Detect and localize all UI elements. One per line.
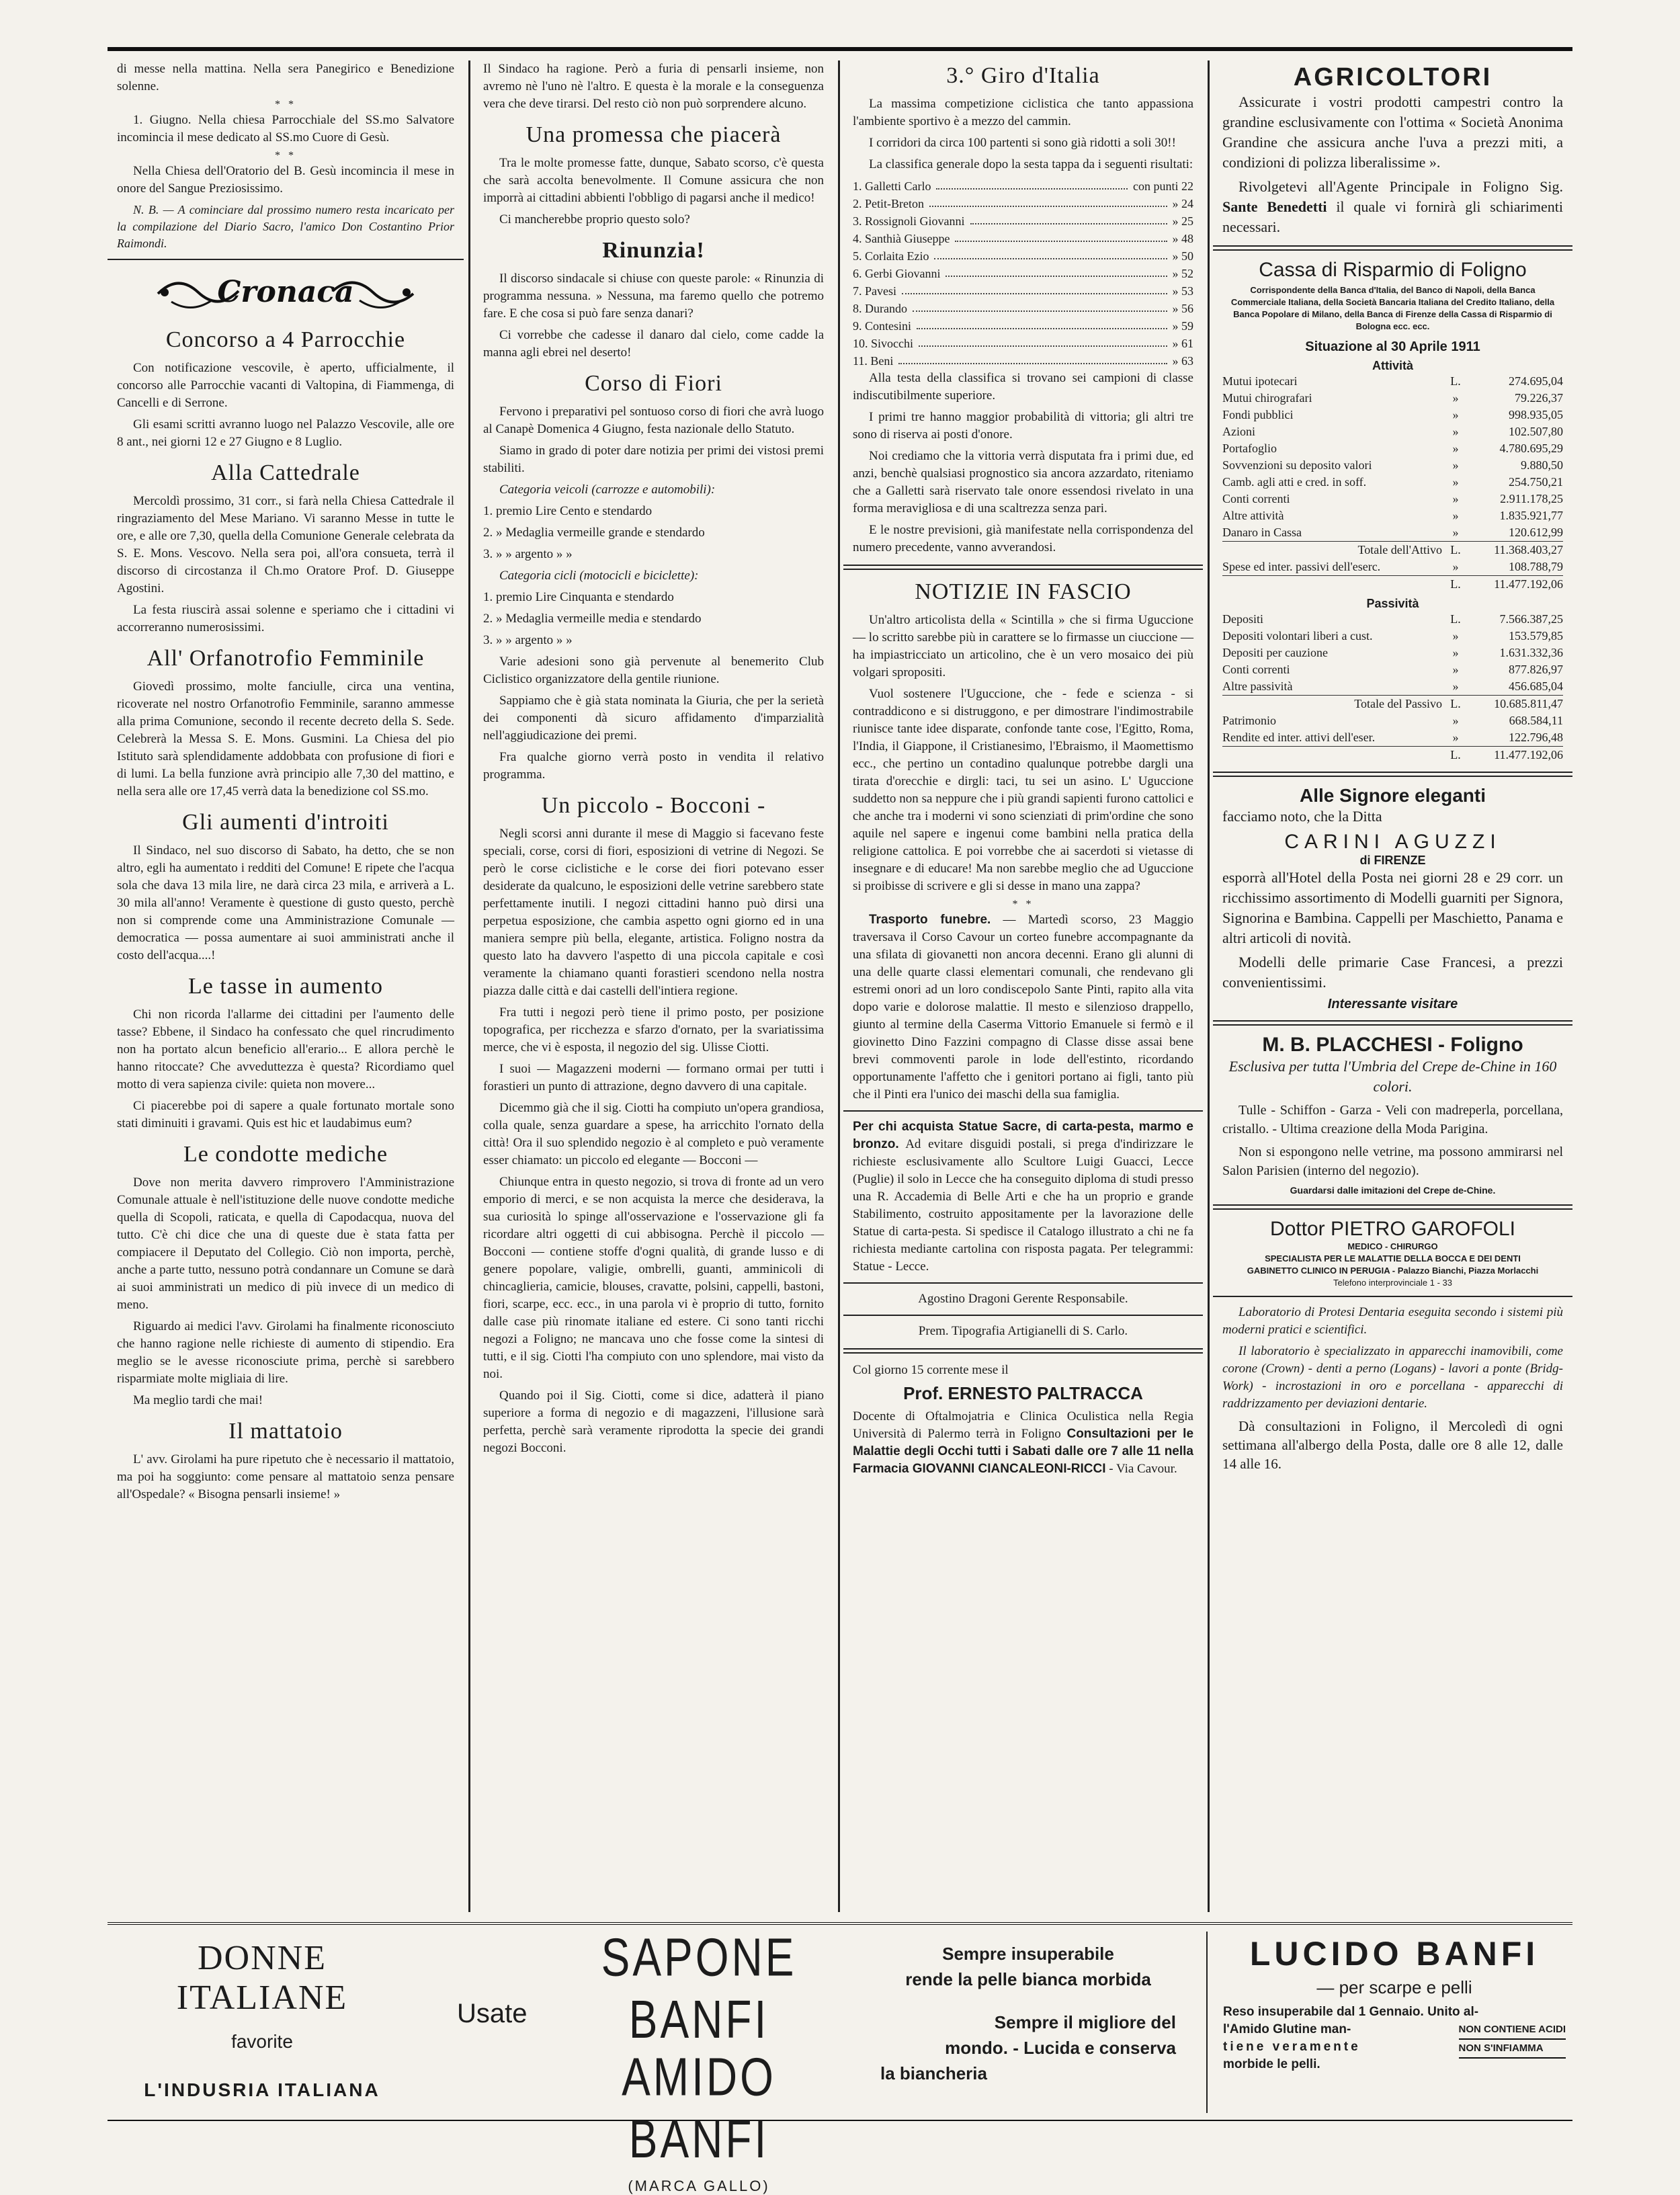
trasporto-text: Trasporto funebre. — Martedì scorso, 23 Maggio traversava il Corso Cavour un corteo funebre accompagnante da una sfilata di giovanetti non ancora decenni. Erano gli alunni di una delle quarte classi elementari comunali, che rendevano gli estremi onori ad un loro condiscepolo Sante Pinti, rapito alla vita dopo varie e dolorose malattie. Il mesto e silenzioso drappello, giunto al termine della Caserma Vittorio Emanuele si fermò e il giovinetto Dino Fazzini compagno di Classe disse assai bene brevi commoventi parole in lode dell'estinto, ricordando opportunamente l'affetto che i genitori portano ai figli, tanto più che il Pinti era l'unico dei maschi della sua famiglia. bbox=[853, 913, 1193, 1102]
fiori-text: Sappiamo che è già stata nominata la Giuria, che per la serietà dei componenti dà sicuro affidamento d'imparzialità nell'aggiudicazione dei premi. bbox=[483, 694, 824, 743]
fin-total-row: Totale del Passivo L. 10.685.811,47 bbox=[1222, 695, 1563, 712]
giro-text: E le nostre previsioni, già manifestate nella corrispondenza del numero precedente, vanno avverandosi. bbox=[853, 523, 1193, 554]
dottor-title: Dottor PIETRO GAROFOLI bbox=[1269, 1218, 1516, 1240]
classifica-row: 1. Galletti Carlo con punti 22 bbox=[853, 177, 1193, 195]
ditta-name: CARINI AGUZZI bbox=[1284, 831, 1501, 853]
divider bbox=[843, 1348, 1203, 1354]
prof-intro: Col giorno 15 corrente mese il bbox=[853, 1363, 1009, 1377]
cattedrale-text: Mercoldì prossimo, 31 corr., si farà nella Chiesa Cattedrale il ringraziamento del Mese Mariano. Vi saranno Messe in tutte le ore, e alle ore 7,30, quella della Comunione Generale celebrata da S. E. Mons. Vescovo. Nella sera poi, all'ora consueta, terrà il discorso di circostanza il Ch.mo Oratore Prof. D. Giuseppe Agostini. bbox=[117, 494, 454, 595]
divider bbox=[843, 565, 1203, 570]
column-4 bbox=[1213, 60, 1572, 1912]
dottor-subtitle: SPECIALISTA PER LE MALATTIE DELLA BOCCA E DEI DENTI bbox=[1265, 1253, 1521, 1264]
dottor-text: Il laboratorio è specializzato in apparecchi inamovibili, come corone (Crown) - denti a perno (Logans) - lavori a ponte (Bridg-Work) - incrostazioni in oro e porcellana - apparecchi di raddrizzamento per deviazioni dentarie. bbox=[1222, 1344, 1563, 1411]
lucido-claims: NON CONTIENE ACIDI NON S'INFIAMMA bbox=[1459, 2021, 1566, 2073]
bocconi-text: Negli scorsi anni durante il mese di Maggio si facevano feste speciali, corse, corsi di fiori, esposizioni di vetrine di Negozi. Se però le corse ciclistiche e le corse dei fiori potevano esser desiderate da qualcuno, le esposizioni delle vetrine sarebbero state perfettamente inutili. I negozi cittadini hanno può dirsi una perpetua esposizione, che cambia aspetto ogni giorno ed in una maniera sempre più bella, elegante, artistica. Foligno nostra da questo lato ha davvero l'aspetto di una piccola capitale e così veramente la chiamano quanti forastieri scendono nella nostra piazza dalle città e dai castelli dell'intiera regione. bbox=[483, 827, 824, 998]
fin-row: Depositi per cauzione » 1.631.332,36 bbox=[1222, 646, 1563, 659]
favorite-text: favorite bbox=[231, 2031, 293, 2052]
classifica-table bbox=[853, 177, 1193, 370]
fin-row: Fondi pubblici » 998.935,05 bbox=[1222, 408, 1563, 421]
newspaper-page bbox=[108, 47, 1572, 2194]
tasse-title: Le tasse in aumento bbox=[188, 974, 383, 999]
passivita-title: Passività bbox=[1366, 597, 1419, 610]
claim-line: mondo. - Lucida e conserva bbox=[945, 2038, 1176, 2058]
condotte-text: Dove non merita davvero rimprovero l'Amministrazione Comunale attuale è nell'istituzione delle nuove condotte mediche quella di Scopoli, raticata, e quella di Capodacqua, nuova del tutto. C'è chi dice che una di queste due è stata fatta per compiacere il Deputato del Collegio. Ciò non importa, perchè, anche a parte tutto, nessuno potrà condannare un Comune se darà ai suoi amministrati un medico di più invece di un medico di meno. bbox=[117, 1175, 454, 1312]
fin-total-row: Totale dell'Attivo L. 11.368.403,27 bbox=[1222, 541, 1563, 558]
giro-text: La classifica generale dopo la sesta tappa da i seguenti risultati: bbox=[869, 157, 1193, 171]
column-3 bbox=[843, 60, 1203, 1912]
dottor-text: Laboratorio di Protesi Dentaria eseguita secondo i sistemi più moderni pratici e scientifici. bbox=[1222, 1305, 1563, 1337]
sapone-title: SAPONE BANFI bbox=[601, 1926, 797, 2050]
cassa-title: Cassa di Risparmio di Foligno bbox=[1259, 259, 1527, 281]
orfanotrofio-title: All' Orfanotrofio Femminile bbox=[146, 646, 425, 671]
rinunzia-text: Il discorso sindacale si chiuse con queste parole: « Rinunzia di programma nessuna. » Nessuna, ma faremo quello che potremo fare. E che cosa si può fare senza danari? bbox=[483, 272, 824, 321]
donne-title: DONNE ITALIANE bbox=[176, 1939, 348, 2017]
concorso-text: Con notificazione vescovile, è aperto, ufficialmente, il concorso alle Parrocchie vacanti di Valtopina, di Fiammenga, di Cancelli e di Serrone. bbox=[117, 361, 454, 410]
classifica-row: 6. Gerbi Giovanni » 52 bbox=[853, 265, 1193, 282]
divider bbox=[843, 1315, 1203, 1316]
ditta-city: di FIRENZE bbox=[1359, 854, 1426, 867]
separator-stars: * * bbox=[275, 150, 296, 161]
lucido-banfi-ad bbox=[1223, 1932, 1566, 2113]
giro-text: I primi tre hanno maggior probabilità di vittoria; gli altri tre sono di riserva ai posti d'onore. bbox=[853, 410, 1193, 442]
nota-bene: N. B. — A cominciare dal prossimo numero resta incaricato per la compilazione del Diario Sacro, l'amico Don Costantino Prior Raimondi. bbox=[117, 203, 454, 250]
placchesi-text: Esclusiva per tutta l'Umbria del Crepe de-Chine in 160 colori. bbox=[1228, 1058, 1557, 1095]
placchesi-warning: Guardarsi dalle imitazioni del Crepe de-Chine. bbox=[1290, 1185, 1496, 1196]
orfanotrofio-text: Giovedì prossimo, molte fanciulle, circa una ventina, ricoverate nel nostro Orfanotrofio Femminile, saranno ammesse alla prima Comunione, secondo il recente decreto della S. Sede. Celebrerà la Messa S. E. Mons. Gusmini. La Chiesa del pio Istituto sarà splendidamente addobbata con profusione di fiori e di lumi. La bella funzione avrà principio alle 7,30 del mattino, e nella sera alle ore 17,45 verrà data la benedizione col SS.mo. bbox=[117, 679, 454, 798]
rinunzia-text: Ci vorrebbe che cadesse il danaro dal cielo, come cadde la manna agli ebrei nel deserto! bbox=[483, 328, 824, 360]
industria-text: L'INDUSRIA ITALIANA bbox=[144, 2079, 380, 2100]
fin-row: Rendite ed inter. attivi dell'eser. » 122.796,48 bbox=[1222, 731, 1563, 744]
divider bbox=[843, 1282, 1203, 1284]
claim-line: la biancheria bbox=[880, 2063, 987, 2083]
tasse-text: Ci piacerebbe poi di sapere a quale fortunato mortale sono stati diminuiti i gravami. Quis est hic et laudabimus eum? bbox=[117, 1099, 454, 1130]
giro-text: Alla testa della classifica si trovano sei campioni di classe indiscutibilmente superiore. bbox=[853, 371, 1193, 403]
bocconi-text: Chiunque entra in questo negozio, si trova di fronte ad un vero emporio di merci, e se non acquista la merce che desiderava, la sua curiosità lo spinge all'osservazione e l'osservazione gli fa ricordare altri oggetti di cui abbisogna. Perchè il piccolo — Bocconi — contiene stoffe d'ogni qualità, di grande lusso e di genere popolare, valigie, ombrelli, guanti, amminicoli di chincaglieria, camicie, blouses, cravatte, polsini, cappelli, bastoni, fiori, scarpe, ecc. ecc., in una parola vi è proprio di tutto, fornito dalle case più rinomate italiane ed estere. Ci sono tanti ricchi negozi a Foligno; ne mancava uno che fosse come la sintesi di tutti, e il sig. Ciotti l'ha compiuto con uno splendore, mai visto da noi. bbox=[483, 1175, 824, 1381]
fin-row: Altre attività » 1.835.921,77 bbox=[1222, 509, 1563, 522]
premio-item: 3. » » argento » » bbox=[483, 633, 573, 647]
cassa-subtitle: Corrispondente della Banca d'Italia, del Banco di Napoli, della Banca Commerciale Italiana, della Società Bancaria Italiana del Credito Italiano, della Banca Popolare di Milano, della Banca di Firenze della Cassa di Risparmio di Bologna ecc. ecc. bbox=[1230, 285, 1555, 331]
gerente-line: Agostino Dragoni Gerente Responsabile. bbox=[918, 1292, 1128, 1306]
tasse-text: Chi non ricorda l'allarme dei cittadini per l'aumento delle tasse? Ebbene, il Sindaco ha confessato che quel rincrudimento non ha portato alcun beneficio all'erario... E allora perchè le hanno ritoccate? Che avveduttezza è questa? Ricordiamo quel motto di vera sapienza civile: quieta non movere... bbox=[117, 1007, 454, 1091]
giro-text: La massima competizione ciclistica che tanto appassiona l'ambiente sportivo è a mezzo del cammin. bbox=[853, 97, 1193, 128]
diario-item: Nella Chiesa dell'Oratorio del B. Gesù incomincia il mese in onore del Sangue Preziosissimo. bbox=[117, 164, 454, 196]
placchesi-text: Tulle - Schiffon - Garza - Veli con madreperla, porcellana, cristallo. - Ultima creazione della Moda Parigina. bbox=[1222, 1103, 1563, 1136]
bocconi-text: Quando poi il Sig. Ciotti, come si dice, adatterà il piano superiore a forma di negozio e di magazzeni, l'illusione sarà perfetta, perchè sarà veramente riprodotta la specie dei grandi negozi Bocconi. bbox=[483, 1389, 824, 1455]
fin-row: Conti correnti » 2.911.178,25 bbox=[1222, 492, 1563, 505]
banfi-brand-ad bbox=[548, 1926, 850, 2194]
column-2 bbox=[474, 60, 833, 1912]
aumenti-title: Gli aumenti d'introiti bbox=[182, 810, 389, 835]
premio-item: 2. » Medaglia vermeille media e stendardo bbox=[483, 612, 702, 626]
notizie-text: Vuol sostenere l'Uguccione, che - fede e scienza - si contraddicono e si distruggono, e per dimostrare l'indimostrabile riunisce tante idee disparate, confonde tante cose, l'Egitto, Roma, l'India, il Giappone, il Cristianesimo, l'Ebraismo, il Maomettismo ecc., che pertino un contadino qualunque potrebbe dargli una tirata d'orecchie e dirgli: taci, tu sei un asino. L' Uguccione suddetto non sa neppure che i più grandi sapienti furono cattolici e che anche tra i moderni vi sono scienziati di prim'ordine che sono aquile nel sapere e ingenui come bambini nella pratica della religione cattolica. E poi vorrebbe che ai sacerdoti si vietasse di insegnare e di educare! Ma non sarebbe meglio che ad Uguccione si proibisse di scrivere e gli si desse in mano una zappa? bbox=[853, 687, 1193, 893]
signore-visitare: Interessante visitare bbox=[1327, 997, 1458, 1011]
rinunzia-title: Rinunzia! bbox=[602, 238, 705, 263]
fin-row: Mutui ipotecari L. 274.695,04 bbox=[1222, 374, 1563, 388]
fin-row: Depositi volontari liberi a cust. » 153.579,85 bbox=[1222, 629, 1563, 643]
divider bbox=[1213, 1296, 1572, 1297]
lucido-sub: — per scarpe e pelli bbox=[1316, 1977, 1472, 1997]
signore-text: facciamo noto, che la Ditta bbox=[1222, 808, 1382, 825]
fin-row: Patrimonio » 668.584,11 bbox=[1222, 714, 1563, 727]
dottor-text: Dà consultazioni in Foligno, il Mercoledì di ogni settimana all'albergo della Posta, dalle ore 8 alle 12, dalle 14 alle 16. bbox=[1222, 1418, 1563, 1472]
column-rule bbox=[838, 60, 840, 1912]
classifica-row: 11. Beni » 63 bbox=[853, 352, 1193, 370]
marca-text: (MARCA GALLO) bbox=[628, 2178, 770, 2194]
donne-italiane-ad bbox=[114, 1932, 410, 2113]
fiori-text: Fra qualche giorno verrà posto in vendita il relativo programma. bbox=[483, 750, 824, 782]
fiori-text: Varie adesioni sono già pervenute al benemerito Club Ciclistico organizzatore della gentile riunione. bbox=[483, 655, 824, 686]
giro-title: 3.° Giro d'Italia bbox=[946, 63, 1100, 88]
condotte-text: Riguardo ai medici l'avv. Girolami ha finalmente riconosciuto che hanno ragione nelle richieste di aumento di stipendio. Era meglio se le avesse riconosciute prima, perchè si sarebbero risparmiate molte migliaia di lire. bbox=[117, 1319, 454, 1386]
column-rule bbox=[1208, 60, 1210, 1912]
signore-text: esporrà all'Hotel della Posta nei giorni 28 e 29 corr. un ricchissimo assortimento di Modelli guarniti per Signora, Signorina e Bambina. Cappelli per Maschietto, Panama e altri articoli di novità. bbox=[1222, 869, 1563, 946]
bocconi-text: Fra tutti i negozi però tiene il primo posto, per posizione topografica, per ricchezza e sfarzo d'ornato, per la svariatissima merce, che vi è esposta, il negozio del sig. Ulisse Ciotti. bbox=[483, 1005, 824, 1054]
mattatoio-title: Il mattatoio bbox=[228, 1419, 343, 1444]
classifica-row: 7. Pavesi » 53 bbox=[853, 282, 1193, 300]
premio-item: 1. premio Lire Cento e stendardo bbox=[483, 504, 653, 518]
classifica-row: 4. Santhià Giuseppe » 48 bbox=[853, 230, 1193, 247]
bocconi-title: Un piccolo - Bocconi - bbox=[541, 793, 766, 818]
cattedrale-title: Alla Cattedrale bbox=[211, 460, 360, 485]
usate-text: Usate bbox=[457, 1999, 528, 2028]
prof-text: Docente di Oftalmojatria e Clinica Oculistica nella Regia Università di Palermo terrà in Foligno Consultazioni per le Malattie degli Occhi tutti i Sabati dalle ore 7 alle 11 nella Farmacia GIOVANNI CIANCALEONI-RICCI - Via Cavour. bbox=[853, 1409, 1194, 1476]
placchesi-text: Non si espongono nelle vetrine, ma possono ammirarsi nel Salon Parisien (interno del negozio). bbox=[1222, 1145, 1563, 1178]
divider bbox=[1213, 772, 1572, 777]
lucido-text: Reso insuperabile dal 1 Gennaio. Unito al- bbox=[1223, 2005, 1479, 2019]
fin-row: Danaro in Cassa » 120.612,99 bbox=[1222, 526, 1563, 539]
fin-row: Mutui chirografari » 79.226,37 bbox=[1222, 391, 1563, 405]
divider bbox=[1213, 1020, 1572, 1026]
agricoltori-text: Rivolgetevi all'Agente Principale in Foligno Sig. Sante Benedetti il quale vi fornirà gli schiarimenti necessari. bbox=[1222, 178, 1563, 235]
signore-text: Modelli delle primarie Case Francesi, a prezzi convenientissimi. bbox=[1222, 954, 1563, 991]
notizie-text: Un'altro articolista della « Scintilla » che si firma Uguccione — lo scritto sarebbe più in carattere se lo firmasse un ciuccione — ha impiastricciato un articolino, che è un vero mosaico dei più volgari spropositi. bbox=[853, 613, 1193, 679]
attivita-title: Attività bbox=[1372, 359, 1413, 372]
classifica-row: 3. Rossignoli Giovanni » 25 bbox=[853, 212, 1193, 230]
fin-row: Depositi L. 7.566.387,25 bbox=[1222, 612, 1563, 626]
cronaca-logo-text: Cronaca bbox=[217, 275, 354, 309]
fin-row: Conti correnti » 877.826,97 bbox=[1222, 663, 1563, 676]
tipografia-line: Prem. Tipografia Artigianelli di S. Carlo. bbox=[918, 1324, 1128, 1338]
claim-line: Sempre insuperabile bbox=[942, 1944, 1114, 1964]
premio-item: 1. premio Lire Cinquanta e stendardo bbox=[483, 590, 674, 604]
fin-row: Spese ed inter. passivi dell'eserc. » 108.788,79 bbox=[1222, 560, 1563, 573]
fiori-text: Siamo in grado di poter dare notizia per primi dei vistosi premi stabiliti. bbox=[483, 444, 824, 475]
divider bbox=[843, 1110, 1203, 1112]
claim-line: rende la pelle bianca morbida bbox=[905, 1969, 1151, 1989]
attivita-table bbox=[1222, 373, 1563, 593]
column-rule bbox=[468, 60, 470, 1912]
mattatoio-text: L' avv. Girolami ha pure ripetuto che è necessario il mattatoio, ma poi ha soggiunto: come pensare al mattatoio senza pensare all'Ospedale? « Bisogna pensarli insieme! » bbox=[117, 1452, 454, 1501]
fin-total-row: L. 11.477.192,06 bbox=[1222, 575, 1563, 593]
aumenti-text: Il Sindaco, nel suo discorso di Sabato, ha detto, che se non altro, egli ha aumentato i redditi del Comune! E ripete che l'acqua sola che dava 13 mila lire, ne darà circa 23 mila, e arriverà a L. 30 mila all'anno! Veramente è questione di gusto questo, perchè non si comprende come una Amministrazione Comunale — democratica — possa aumentare ai suoi amministrati anche il costo dell'acqua....! bbox=[117, 843, 454, 962]
categoria-veicoli: Categoria veicoli (carrozze e automobili): bbox=[499, 483, 716, 497]
divider bbox=[1213, 1204, 1572, 1210]
dottor-subtitle: MEDICO - CHIRURGO bbox=[1347, 1241, 1438, 1251]
premio-item: 2. » Medaglia vermeille grande e stendardo bbox=[483, 526, 705, 540]
classifica-row: 8. Durando » 56 bbox=[853, 300, 1193, 317]
concorso-text: Gli esami scritti avranno luogo nel Palazzo Vescovile, alle ore 8 ant., nei giorni 12 e 27 Giugno e 8 Luglio. bbox=[117, 417, 454, 449]
fiori-text: Fervono i preparativi pel sontuoso corso di fiori che avrà luogo al Canapè Domenica 4 Giugno, festa nazionale dello Statuto. bbox=[483, 405, 824, 436]
column-1 bbox=[108, 60, 464, 1912]
divider bbox=[108, 259, 464, 260]
premio-item: 3. » » argento » » bbox=[483, 547, 573, 561]
agricoltori-title: AGRICOLTORI bbox=[1293, 63, 1493, 91]
concorso-title: Concorso a 4 Parrocchie bbox=[165, 327, 406, 352]
bocconi-text: I suoi — Magazzeni moderni — formano ormai per tutti i forastieri un punto di attrazione, degno davvero di una capitale. bbox=[483, 1062, 824, 1093]
giro-text: Noi crediamo che la vittoria verrà disputata fra i primi due, ed anzi, benchè qualsiasi prognostico sia ancora azzardato, riteniamo che a Galletti sarà riservato tale onore essendosi rivelato in una forma meravigliosa e di una scaltrezza senza pari. bbox=[853, 449, 1193, 515]
agricoltori-text: Assicurate i vostri prodotti campestri contro la grandine esclusivamente con l'ottima « Società Anonima Grandine che assicura anche l'uva a prezzi miti, a condizioni di polizza liberalissime ». bbox=[1222, 93, 1563, 171]
placchesi-title: M. B. PLACCHESI - Foligno bbox=[1262, 1034, 1523, 1056]
fin-total-row: L. 11.477.192,06 bbox=[1222, 746, 1563, 763]
condotte-text: Ma meglio tardi che mai! bbox=[133, 1393, 263, 1407]
banfi-claims bbox=[880, 1932, 1176, 2113]
lucido-text-block: l'Amido Glutine man- tiene veramente morbide le pelli. bbox=[1223, 2022, 1361, 2071]
fiori-title: Corso di Fiori bbox=[585, 371, 722, 396]
passivita-table bbox=[1222, 611, 1563, 763]
bocconi-text: Dicemmo già che il sig. Ciotti ha compiuto un'opera grandiosa, colla quale, senza guardare a spese, ha arricchito l'ornato della città! Ora il suo splendido negozio è al completo e può veramente esser chiamato: un piccolo ed elegante — Bocconi — bbox=[483, 1101, 824, 1167]
classifica-row: 5. Corlaita Ezio » 50 bbox=[853, 247, 1193, 265]
classifica-row: 9. Contesini » 59 bbox=[853, 317, 1193, 335]
diario-item: 1. Giugno. Nella chiesa Parrocchiale del SS.mo Salvatore incomincia il mese dedicato al SS.mo Cuore di Gesù. bbox=[117, 113, 454, 144]
ad-separator bbox=[1206, 1932, 1208, 2113]
fin-row: Sovvenzioni su deposito valori » 9.880,50 bbox=[1222, 458, 1563, 472]
sindaco-text: Il Sindaco ha ragione. Però a furia di pensarli insieme, non avremo nè l'uno nè l'altro. E questa è la morale e la conseguenza vera che deve tirarsi. Del resto ciò non può sorprendere alcuno. bbox=[483, 62, 824, 111]
divider bbox=[1213, 245, 1572, 251]
condotte-title: Le condotte mediche bbox=[183, 1142, 388, 1167]
fin-row: Camb. agli atti e cred. in soff. » 254.750,21 bbox=[1222, 475, 1563, 489]
fin-row: Altre passività » 456.685,04 bbox=[1222, 679, 1563, 693]
claim-line: Sempre il migliore del bbox=[994, 2012, 1176, 2032]
promessa-title: Una promessa che piacerà bbox=[526, 122, 782, 147]
separator-stars: * * bbox=[275, 99, 296, 110]
statue-ad: Per chi acquista Statue Sacre, di carta-pesta, marmo e bronzo. Ad evitare disguidi postali, si prega d'indirizzare le richieste esclusivamente allo Scultore Luigi Guacci, Lecce (Puglie) il solo in Lecce che ha conseguito diploma di studi presso una R. Accademia di Belle Arti e che ha un proprio e grande Stabilimento, costruito appositamente per la lavorazione delle Statue di carta-pesta. Si spedisce il Catalogo illustrato a chi ne fa richiesta mediante cartolina con risposta pagata. Per telegrammi: Statue - Lecce. bbox=[853, 1120, 1193, 1274]
top-rule bbox=[108, 47, 1572, 51]
cattedrale-text: La festa riuscirà assai solenne e speriamo che i cittadini vi accorreranno numerosissimi. bbox=[117, 603, 454, 634]
notizie-title: NOTIZIE IN FASCIO bbox=[915, 579, 1132, 604]
classifica-row: 10. Sivocchi » 61 bbox=[853, 335, 1193, 352]
diario-intro: di messe nella mattina. Nella sera Panegirico e Benedizione solenne. bbox=[117, 62, 454, 93]
fin-row: Azioni » 102.507,80 bbox=[1222, 425, 1563, 438]
promessa-text: Tra le molte promesse fatte, dunque, Sabato scorso, c'è questa che sarà accolta benevolmente. Il Comune assicura che non imporrà ai cittadini abbienti l'obbligo di pagarsi anche il medico! bbox=[483, 156, 824, 205]
separator-stars: * * bbox=[1012, 899, 1034, 910]
promessa-text: Ci mancherebbe proprio questo solo? bbox=[499, 212, 690, 226]
prof-name: Prof. ERNESTO PALTRACCA bbox=[903, 1383, 1143, 1403]
amido-title: AMIDO BANFI bbox=[622, 2046, 776, 2169]
dottor-phone: Telefono interprovinciale 1 - 33 bbox=[1333, 1278, 1453, 1288]
giro-text: I corridori da circa 100 partenti si sono già ridotti a soli 30!! bbox=[869, 136, 1176, 150]
fin-row: Portafoglio » 4.780.695,29 bbox=[1222, 442, 1563, 455]
bottom-ad-strip bbox=[108, 1922, 1572, 2194]
cronaca-ornament-logo bbox=[151, 267, 420, 318]
classifica-row: 2. Petit-Breton » 24 bbox=[853, 195, 1193, 212]
dottor-subtitle: GABINETTO CLINICO IN PERUGIA - Palazzo Bianchi, Piazza Morlacchi bbox=[1247, 1266, 1539, 1276]
categoria-cicli: Categoria cicli (motocicli e biciclette): bbox=[499, 569, 699, 583]
lucido-title: LUCIDO BANFI bbox=[1249, 1935, 1540, 1973]
cassa-date: Situazione al 30 Aprile 1911 bbox=[1305, 339, 1480, 354]
signore-title: Alle Signore eleganti bbox=[1300, 785, 1486, 806]
